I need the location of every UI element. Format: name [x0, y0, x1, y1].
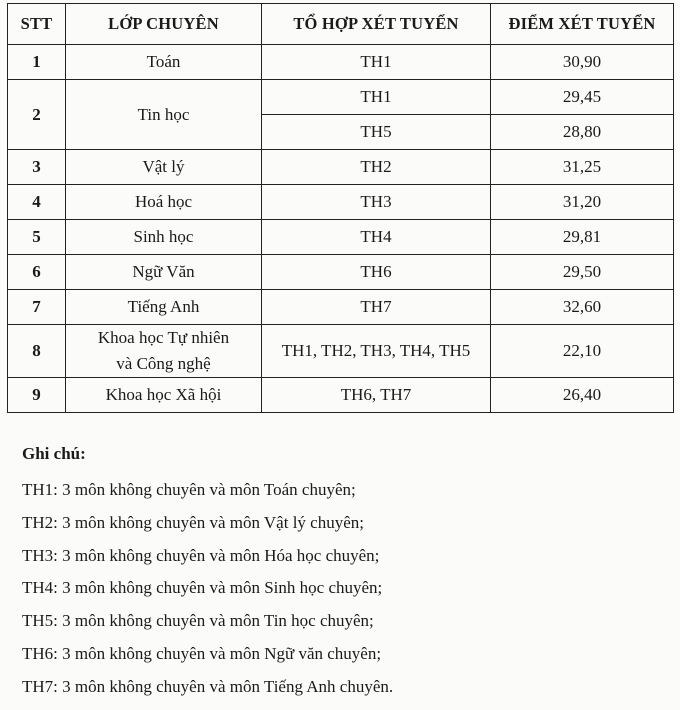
note-line: TH4: 3 môn không chuyên và môn Sinh học chuyên; [22, 578, 383, 598]
row-diem: 31,20 [491, 185, 674, 220]
row-lop-chuyen: Khoa học Xã hội [66, 378, 262, 413]
note-line: TH1: 3 môn không chuyên và môn Toán chuyên; [22, 480, 356, 499]
row-diem: 28,80 [491, 115, 674, 150]
row-stt: 4 [8, 185, 66, 220]
row-stt: 2 [8, 80, 66, 150]
note-line: TH7: 3 môn không chuyên và môn Tiếng Anh chuyên. [22, 676, 394, 696]
header-to-hop: TỔ HỢP XÉT TUYỂN [262, 4, 491, 45]
notes-heading: Ghi chú: [22, 444, 86, 463]
row-lop-chuyen: Hoá học [66, 185, 262, 220]
row-diem: 26,40 [491, 378, 674, 413]
row-lop-chuyen: Toán [66, 45, 262, 80]
row-to-hop: TH1, TH2, TH3, TH4, TH5 [262, 325, 491, 378]
row-diem: 32,60 [491, 290, 674, 325]
row-stt: 5 [8, 220, 66, 255]
row-to-hop: TH2 [262, 150, 491, 185]
row-lop-chuyen: Tin học [66, 80, 262, 150]
row-lop-chuyen: Vật lý [66, 150, 262, 185]
row-to-hop: TH1 [262, 45, 491, 80]
row-to-hop: TH1 [262, 80, 491, 115]
row-lop-chuyen [66, 325, 262, 378]
row-stt: 8 [8, 325, 66, 378]
row-lop-chuyen: Tiếng Anh [66, 290, 262, 325]
header-stt: STT [8, 4, 66, 45]
table-row [8, 325, 674, 378]
row-to-hop: TH3 [262, 185, 491, 220]
row-lop-chuyen: Sinh học [66, 220, 262, 255]
row-to-hop: TH6 [262, 255, 491, 290]
notes-section [22, 444, 393, 704]
row-diem: 29,45 [491, 80, 674, 115]
row-diem: 29,50 [491, 255, 674, 290]
row-to-hop: TH7 [262, 290, 491, 325]
table-row [8, 80, 674, 115]
row-diem: 31,25 [491, 150, 674, 185]
row-stt: 6 [8, 255, 66, 290]
header-lop-chuyen: LỚP CHUYÊN [66, 4, 262, 45]
table-row [8, 220, 674, 255]
row-stt: 9 [8, 378, 66, 413]
row-diem: 22,10 [491, 325, 674, 378]
table-header-row [8, 4, 674, 45]
header-diem: ĐIỂM XÉT TUYỂN [491, 4, 674, 45]
table-row [8, 185, 674, 220]
row-diem: 29,81 [491, 220, 674, 255]
note-line: TH3: 3 môn không chuyên và môn Hóa học chuyên; [22, 545, 380, 565]
table-row [8, 150, 674, 185]
note-line: TH6: 3 môn không chuyên và môn Ngữ văn chuyên; [22, 643, 382, 663]
note-line: TH2: 3 môn không chuyên và môn Vật lý chuyên; [22, 512, 364, 532]
note-line: TH5: 3 môn không chuyên và môn Tin học chuyên; [22, 611, 374, 631]
admission-score-table [7, 3, 674, 413]
row-to-hop: TH4 [262, 220, 491, 255]
row-lop-chuyen-line: Khoa học Tự nhiên [97, 328, 230, 347]
row-to-hop: TH6, TH7 [262, 378, 491, 413]
table-row [8, 378, 674, 413]
table-row [8, 290, 674, 325]
row-lop-chuyen-line: và Công nghệ [116, 354, 211, 373]
row-diem: 30,90 [491, 45, 674, 80]
row-stt: 1 [8, 45, 66, 80]
table-row [8, 255, 674, 290]
row-stt: 7 [8, 290, 66, 325]
row-lop-chuyen: Ngữ Văn [66, 255, 262, 290]
table-row [8, 45, 674, 80]
row-to-hop: TH5 [262, 115, 491, 150]
row-stt: 3 [8, 150, 66, 185]
